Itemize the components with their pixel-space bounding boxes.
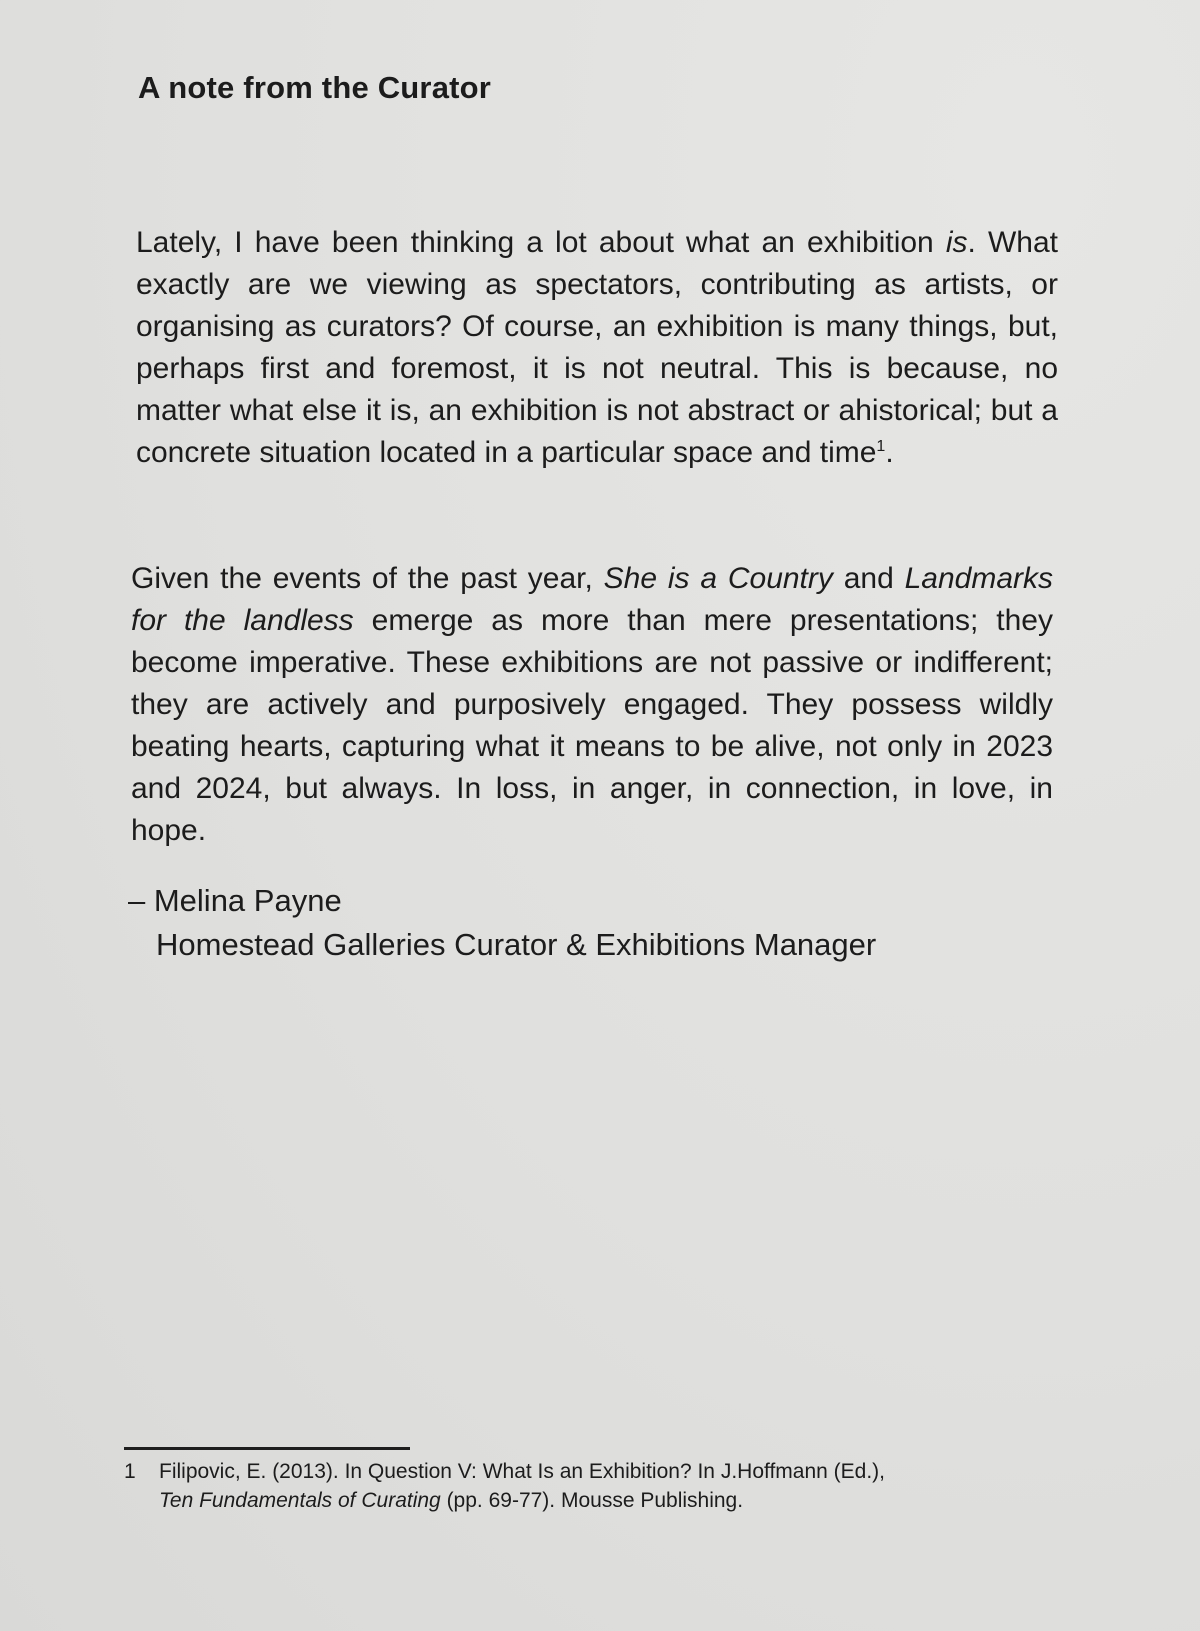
paragraph-1-text-b: . What exactly are we viewing as spectators, contributing as artists, or organising as curators? Of course, an exhibition is many things, but, perhaps first and foremost, it is not neutral. This is because, no matter what else it is, an exhibition is not abstract or ahistorical; but a concrete situation located in a particular space and time	[136, 226, 1058, 469]
signature-name: – Melina Payne	[128, 883, 342, 918]
paragraph-2-text-c: emerge as more than mere presentations; they become imperative. These exhibitions are not passive or indifferent; they are actively and purposively engaged. They possess wildly beating hearts, capturing what it means to be alive, not only in 2023 and 2024, but always. In loss, in anger, in connection, in love, in hope.	[131, 604, 1053, 847]
footnote-text-a: Filipovic, E. (2013). In Question V: What Is an Exhibition? In J.Hoffmann (Ed.),	[159, 1460, 885, 1483]
signature-role: Homestead Galleries Curator & Exhibitions Manager	[156, 927, 877, 962]
footnote-divider	[124, 1447, 410, 1450]
paragraph-2-italic-title-1: She is a Country	[603, 562, 833, 595]
footnote-body	[159, 1457, 1019, 1515]
footnote-text-b: (pp. 69-77). Mousse Publishing.	[440, 1489, 744, 1512]
paragraph-1-end: .	[885, 436, 894, 469]
paragraph-1-italic: is	[945, 226, 968, 259]
paragraph-1	[136, 222, 1058, 474]
footnote-italic-title: Ten Fundamentals of Curating	[159, 1489, 441, 1512]
footnote-number: 1	[124, 1460, 136, 1483]
paragraph-2-italic-title-2: Landmarks for the landless	[131, 562, 1053, 637]
paragraph-2-text-b: and	[832, 562, 905, 595]
paragraph-2-text-a: Given the events of the past year,	[131, 562, 604, 595]
paragraph-1-text-a: Lately, I have been thinking a lot about what an exhibition	[136, 226, 946, 259]
paragraph-2	[131, 558, 1053, 852]
footnote-reference: 1	[876, 438, 886, 455]
page-title: A note from the Curator	[138, 70, 492, 105]
